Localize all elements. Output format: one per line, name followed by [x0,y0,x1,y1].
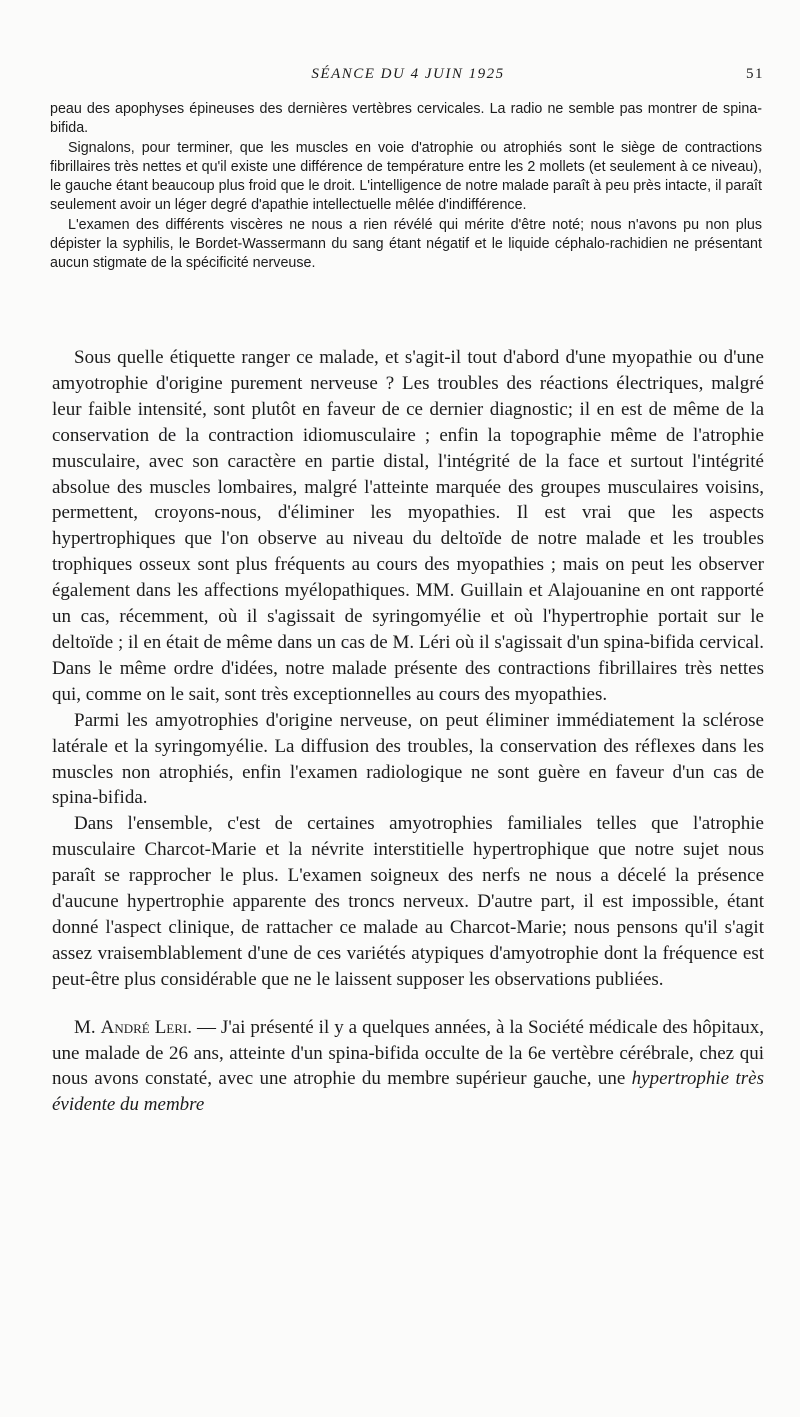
small-paragraph: L'examen des différents viscères ne nous a rien révélé qui mérite d'être noté; nous n'avons pu non plus dépister la syphilis, le Bordet-Wassermann du sang étant négatif et le liquide céphalo-rachidien ne présentant aucun stigmate de la spécificité nerveuse. [50,216,762,272]
body-paragraph: Sous quelle étiquette ranger ce malade, et s'agit-il tout d'abord d'une myopathie ou d'une amyotrophie d'origine purement nerveuse ? Les troubles des réactions électriques, malgré leur faible intensité, sont plutôt en faveur de ce dernier diagnostic; il en est de même de la conservation de la contraction idiomusculaire ; enfin la topographie même de l'atrophie musculaire, avec son caractère en partie distal, l'intégrité de la face et surtout l'intégrité absolue des muscles lombaires, malgré l'atteinte marquée des groupes musculaires voisins, permettent, croyons-nous, d'éliminer les myopathies. Il est vrai que les aspects hypertrophiques que l'on observe au niveau du deltoïde de notre malade et les troubles trophiques osseux sont plus fréquents au cours des myopathies ; mais on peut les observer également dans les affections myélopathiques. MM. Guillain et Alajouanine en ont rapporté un cas, récemment, où il s'agissait de syringomyélie et où l'hypertrophie portait sur le deltoïde ; il en était de même dans un cas de M. Léri où il s'agissait d'un spina-bifida cervical. Dans le même ordre d'idées, notre malade présente des contractions fibrillaires très nettes qui, comme on le sait, sont très exceptionnelles au cours des myopathies. [52,347,764,705]
small-print-section [50,100,762,274]
running-title: SÉANCE DU 4 JUIN 1925 [311,66,505,82]
speaker-prefix: M. [74,1016,96,1038]
page-number: 51 [746,66,764,82]
page-header [52,66,764,92]
small-paragraph: Signalons, pour terminer, que les muscles en voie d'atrophie ou atrophiés sont le siège de contractions fibrillaires très nettes et qu'il existe une différence de température entre les 2 mollets (et seulement à ce niveau), le gauche étant beaucoup plus froid que le droit. L'intelligence de notre malade paraît à peu près intacte, il paraît seulement avoir un léger degré d'apathie intellectuelle mêlée d'indifférence. [50,139,762,214]
body-paragraph: Parmi les amyotrophies d'origine nerveuse, on peut éliminer immédiatement la sclérose latérale et la syringomyélie. La diffusion des troubles, la conservation des réflexes dans les muscles non atrophiés, enfin l'examen radiologique ne sont guère en faveur d'un cas de spina-bifida. [52,709,764,809]
speaker-name: André Leri. [100,1016,192,1038]
speaker-paragraph [52,1015,764,1119]
speaker-text-italic: hypertrophie très évidente du membre [52,1068,764,1116]
small-paragraph: peau des apophyses épineuses des dernières vertèbres cervicales. La radio ne semble pas montrer de spina-bifida. [50,101,762,137]
body-paragraph: Dans l'ensemble, c'est de certaines amyotrophies familiales telles que l'atrophie musculaire Charcot-Marie et la névrite interstitielle hypertrophique que notre sujet nous paraît se rapprocher le plus. L'examen soigneux des nerfs ne nous a décelé la présence d'aucune hypertrophie apparente des troncs nerveux. D'autre part, il est impossible, étant donné l'aspect clinique, de rattacher ce malade au Charcot-Marie; nous pensons qu'il s'agit assez vraisemblablement d'une de ces variétés atypiques d'amyotrophie dont la fréquence est peut-être plus considérable que ne le laissent supposer les observations publiées. [52,813,764,990]
speaker-text: — J'ai présenté il y a quelques années, à la Société médicale des hôpitaux, une malade de 26 ans, atteinte d'un spina-bifida occulte de la 6e vertèbre cérébrale, chez qui nous avons constaté, avec une atrophie du membre supérieur gauche, une [52,1016,765,1090]
main-text-section [52,345,764,1118]
